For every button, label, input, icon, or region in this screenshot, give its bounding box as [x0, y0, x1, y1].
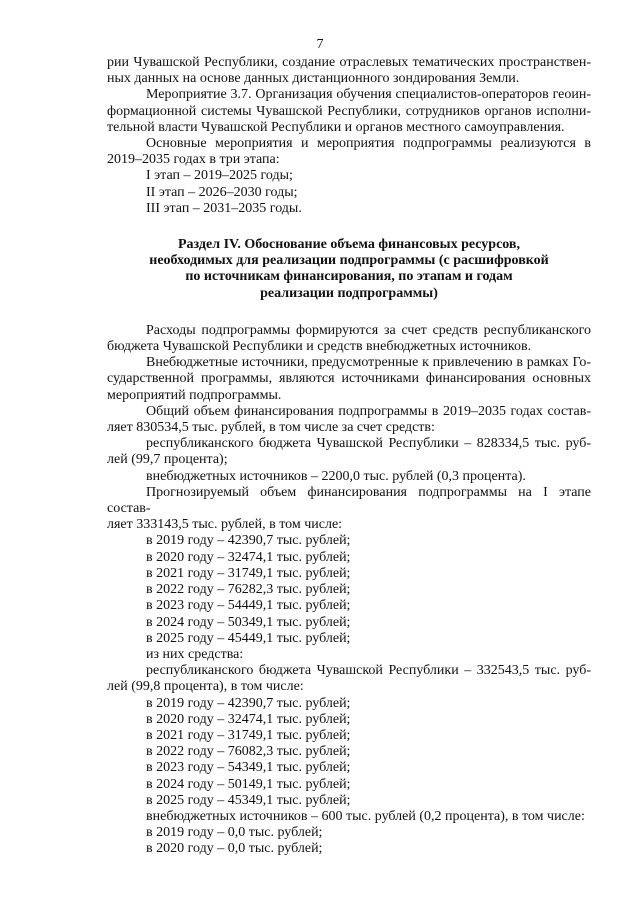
stage-item: I этап – 2019–2025 годы; — [146, 168, 293, 184]
year-amount-item: в 2020 году – 32474,1 тыс. рублей; — [146, 549, 351, 565]
body-line: из них средства: — [146, 646, 244, 662]
year-amount-item: в 2019 году – 42390,7 тыс. рублей; — [146, 533, 351, 549]
year-amount-item: в 2020 году – 0,0 тыс. рублей; — [146, 841, 323, 857]
year-amount-item: в 2023 году – 54349,1 тыс. рублей; — [146, 760, 351, 776]
page-number: 7 — [316, 37, 324, 52]
stages-line: 2019–2035 годах в три этапа: — [107, 152, 280, 168]
year-amount-item: в 2022 году – 76082,3 тыс. рублей; — [146, 744, 351, 760]
body-line: внебюджетных источников – 2200,0 тыс. рублей (0,3 процента). — [146, 468, 526, 484]
body-line: сударственной программы, являются источниками финансирования основных — [107, 371, 591, 387]
intro-line: ных данных на основе данных дистанционного зондирования Земли. — [107, 71, 520, 87]
event-3-7-line: формационной системы Чувашской Республики, сотрудников органов исполни- — [107, 103, 591, 119]
body-line: Общий объем финансирования подпрограммы в 2019–2035 годах состав- — [146, 403, 591, 419]
section-heading-line: необходимых для реализации подпрограммы (с расшифровкой — [149, 253, 549, 269]
year-amount-item: в 2021 году – 31749,1 тыс. рублей; — [146, 727, 351, 743]
section-heading-line: реализации подпрограммы) — [260, 285, 438, 301]
year-amount-item: в 2025 году – 45349,1 тыс. рублей; — [146, 792, 351, 808]
body-line: внебюджетных источников – 600 тыс. рублей (0,2 процента), в том числе: — [146, 808, 585, 824]
year-amount-item: в 2024 году – 50349,1 тыс. рублей; — [146, 614, 351, 630]
year-amount-item: в 2019 году – 42390,7 тыс. рублей; — [146, 695, 351, 711]
section-heading-line: Раздел IV. Обоснование объема финансовых ресурсов, — [178, 237, 520, 253]
body-line: Прогнозируемый объем финансирования подпрограммы на I этапе состав- — [107, 484, 591, 517]
year-amount-item: в 2023 году – 54449,1 тыс. рублей; — [146, 598, 351, 614]
event-3-7-line: тельной власти Чувашской Республики и органов местного самоуправления. — [107, 119, 565, 135]
stage-item: III этап – 2031–2035 годы. — [146, 200, 302, 216]
body-line: республиканского бюджета Чувашской Республики – 332543,5 тыс. руб- — [146, 663, 591, 679]
body-line: ляет 333143,5 тыс. рублей, в том числе: — [107, 517, 343, 533]
body-line: лей (99,8 процента), в том числе: — [107, 679, 304, 695]
year-amount-item: в 2025 году – 45449,1 тыс. рублей; — [146, 630, 351, 646]
year-amount-item: в 2020 году – 32474,1 тыс. рублей; — [146, 711, 351, 727]
intro-line: рии Чувашской Республики, создание отраслевых тематических пространствен- — [107, 55, 591, 70]
year-amount-item: в 2019 году – 0,0 тыс. рублей; — [146, 825, 323, 841]
section-heading — [107, 237, 591, 302]
year-amount-item: в 2021 году – 31749,1 тыс. рублей; — [146, 565, 351, 581]
body-line: Расходы подпрограммы формируются за счет средств республиканского — [146, 322, 591, 338]
body-line: Внебюджетные источники, предусмотренные к привлечению в рамках Го- — [146, 355, 591, 371]
body-line: республиканского бюджета Чувашской Республики – 828334,5 тыс. руб- — [146, 436, 591, 452]
section-heading-line: по источникам финансирования, по этапам и годам — [185, 269, 513, 285]
event-3-7-line: Мероприятие 3.7. Организация обучения специалистов-операторов геоин- — [146, 87, 591, 103]
body-line: бюджета Чувашской Республики и средств внебюджетных источников. — [107, 339, 532, 355]
year-amount-item: в 2024 году – 50149,1 тыс. рублей; — [146, 776, 351, 792]
body-line: лей (99,7 процента); — [107, 452, 228, 468]
stage-item: II этап – 2026–2030 годы; — [146, 184, 298, 200]
body-line: мероприятий подпрограммы. — [107, 387, 282, 403]
page-content — [107, 55, 591, 858]
stages-line: Основные мероприятия и мероприятия подпрограммы реализуются в — [146, 136, 591, 152]
body-line: ляет 830534,5 тыс. рублей, в том числе за счет средств: — [107, 420, 435, 436]
year-amount-item: в 2022 году – 76282,3 тыс. рублей; — [146, 582, 351, 598]
